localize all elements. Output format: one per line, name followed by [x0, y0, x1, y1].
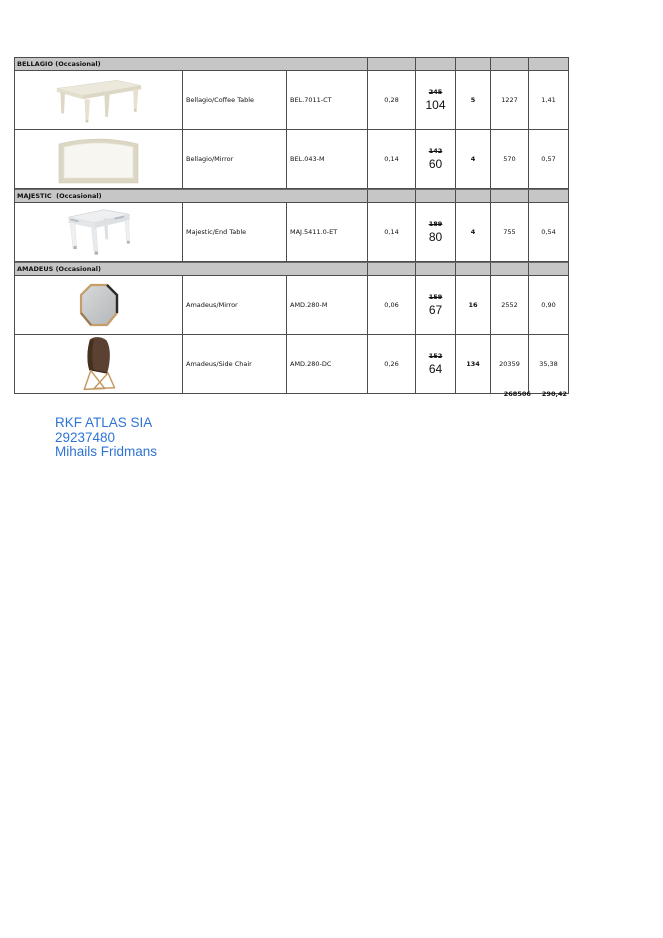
new-price: 64	[428, 362, 443, 376]
product-name: Bellagio/Mirror	[183, 130, 287, 188]
quantity: 134	[456, 335, 491, 393]
total-volume: 35,38	[539, 360, 558, 368]
product-name: Amadeus/Side Chair	[183, 335, 287, 393]
total-amount: 20359	[491, 335, 529, 393]
product-name: Majestic/End Table	[183, 203, 287, 261]
product-image-side-chair	[15, 335, 183, 393]
section-title: AMADEUS (Occasional)	[15, 263, 368, 275]
arched-mirror-image	[56, 133, 141, 185]
price-cell	[416, 335, 456, 393]
quantity: 5	[456, 71, 491, 129]
unit-volume: 0,14	[368, 130, 416, 188]
customer-contact-name: Mihails Fridmans	[55, 444, 158, 459]
total-volume: 0,90	[541, 301, 556, 309]
total-amount: 2552	[491, 276, 529, 334]
new-price: 67	[428, 303, 443, 317]
product-name: Amadeus/Mirror	[183, 276, 287, 334]
grand-total-volume: 290,42	[541, 390, 567, 398]
table-row-amadeus-mirror	[15, 276, 568, 335]
total-amount: 570	[491, 130, 529, 188]
section-title: MAJESTIC (Occasional)	[15, 190, 368, 202]
price-cell	[416, 130, 456, 188]
price-cell	[416, 276, 456, 334]
product-sku: AMD.280-M	[287, 276, 368, 334]
coffee-table-image	[49, 74, 149, 126]
customer-reg-number: 29237480	[55, 429, 116, 445]
price-cell	[416, 203, 456, 261]
product-name: Bellagio/Coffee Table	[183, 71, 287, 129]
new-price: 104	[425, 98, 446, 112]
table-row-amadeus-side-chair	[15, 335, 568, 393]
old-price: 189	[428, 220, 443, 228]
quantity: 4	[456, 130, 491, 188]
furniture-price-table	[14, 57, 569, 394]
new-price: 80	[428, 230, 443, 244]
side-chair-image	[75, 337, 123, 391]
old-price: 152	[428, 352, 443, 360]
product-sku: BEL.043-M	[287, 130, 368, 188]
product-image-end-table	[15, 203, 183, 261]
total-amount: 755	[491, 203, 529, 261]
product-image-octagon-mirror	[15, 276, 183, 334]
new-price: 60	[428, 157, 443, 171]
total-volume: 0,57	[541, 155, 556, 163]
price-cell	[416, 71, 456, 129]
table-row-bellagio-mirror	[15, 130, 568, 189]
section-header-majestic	[15, 189, 568, 203]
total-volume: 0,54	[541, 228, 556, 236]
product-sku: BEL.7011-CT	[287, 71, 368, 129]
customer-info-block	[55, 416, 157, 460]
end-table-image	[60, 206, 138, 258]
old-price: 159	[428, 293, 443, 301]
octagon-mirror-image	[79, 283, 119, 327]
unit-volume: 0,28	[368, 71, 416, 129]
old-price: 245	[428, 88, 443, 96]
quantity: 4	[456, 203, 491, 261]
quantity: 16	[456, 276, 491, 334]
product-sku: AMD.280-DC	[287, 335, 368, 393]
table-row-majestic-end-table	[15, 203, 568, 262]
unit-volume: 0,14	[368, 203, 416, 261]
total-volume: 1,41	[541, 96, 556, 104]
unit-volume: 0,06	[368, 276, 416, 334]
section-header-bellagio	[15, 58, 568, 71]
unit-volume: 0,26	[368, 335, 416, 393]
product-sku: MAJ.5411.0-ET	[287, 203, 368, 261]
section-header-amadeus	[15, 262, 568, 276]
table-row-bellagio-coffee-table	[15, 71, 568, 130]
grand-total-amount: 268506	[503, 390, 531, 398]
product-image-coffee-table	[15, 71, 183, 129]
section-title: BELLAGIO (Occasional)	[15, 58, 368, 70]
customer-company: RKF ATLAS SIA	[55, 415, 153, 430]
old-price: 142	[428, 147, 443, 155]
product-image-arched-mirror	[15, 130, 183, 188]
total-amount: 1227	[491, 71, 529, 129]
grand-totals-row	[14, 390, 567, 398]
